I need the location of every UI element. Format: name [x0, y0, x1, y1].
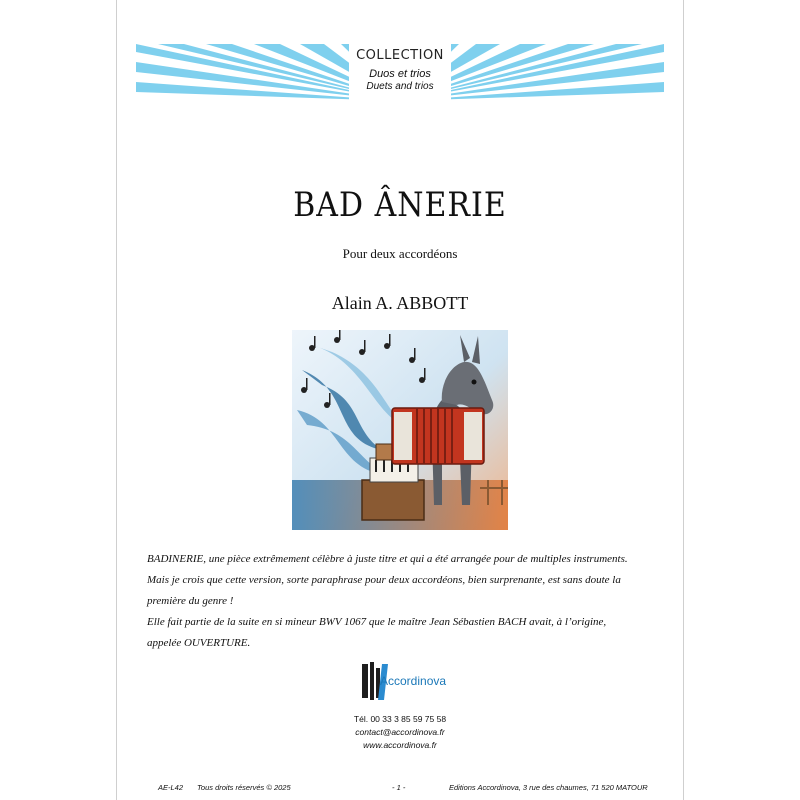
composer-name: Alain A. ABBOTT [331, 293, 469, 313]
publisher-contact [117, 713, 683, 752]
description-line: première du genre ! [147, 595, 234, 607]
email-link[interactable]: contact@accordinova.fr [355, 727, 445, 737]
logo-text: Accordinova [380, 674, 447, 688]
website-link[interactable]: www.accordinova.fr [363, 740, 437, 750]
footer-rights: Tous droits réservés © 2025 [197, 783, 291, 792]
piece-title: BAD ÂNERIE [293, 185, 507, 226]
score-cover-page [117, 0, 683, 800]
description-line: BADINERIE, une pièce extrêmement célèbre à juste titre et qui a été arrangée pour de multiples instruments. [147, 553, 628, 565]
description-line: Elle fait partie de la suite en si mineur BWV 1067 que le maître Jean Sébastien BACH avait, à l’origine, [147, 616, 607, 628]
footer-page-number: - 1 - [392, 783, 406, 792]
accordinova-logo [360, 660, 447, 702]
collection-banner [136, 44, 664, 101]
description-line: Mais je crois que cette version, sorte paraphrase pour deux accordéons, bien surprenante, est sans doute la [147, 574, 621, 586]
phone-number: Tél. 00 33 3 85 59 75 58 [353, 714, 447, 724]
description-line: appelée OUVERTURE. [147, 637, 251, 649]
collection-label-box [349, 44, 451, 101]
piece-description [147, 549, 667, 654]
cover-illustration [292, 330, 508, 530]
series-name-en: Duets and trios [366, 81, 434, 92]
donkey-accordion-illustration-icon [292, 330, 508, 530]
collection-label: COLLECTION [356, 48, 444, 63]
series-name-fr: Duos et trios [369, 68, 431, 80]
piece-subtitle: Pour deux accordéons [342, 246, 458, 261]
footer-address: Editions Accordinova, 3 rue des chaumes, 71 520 MATOUR [449, 783, 648, 792]
footer-ref: AE-L42 [158, 783, 184, 792]
